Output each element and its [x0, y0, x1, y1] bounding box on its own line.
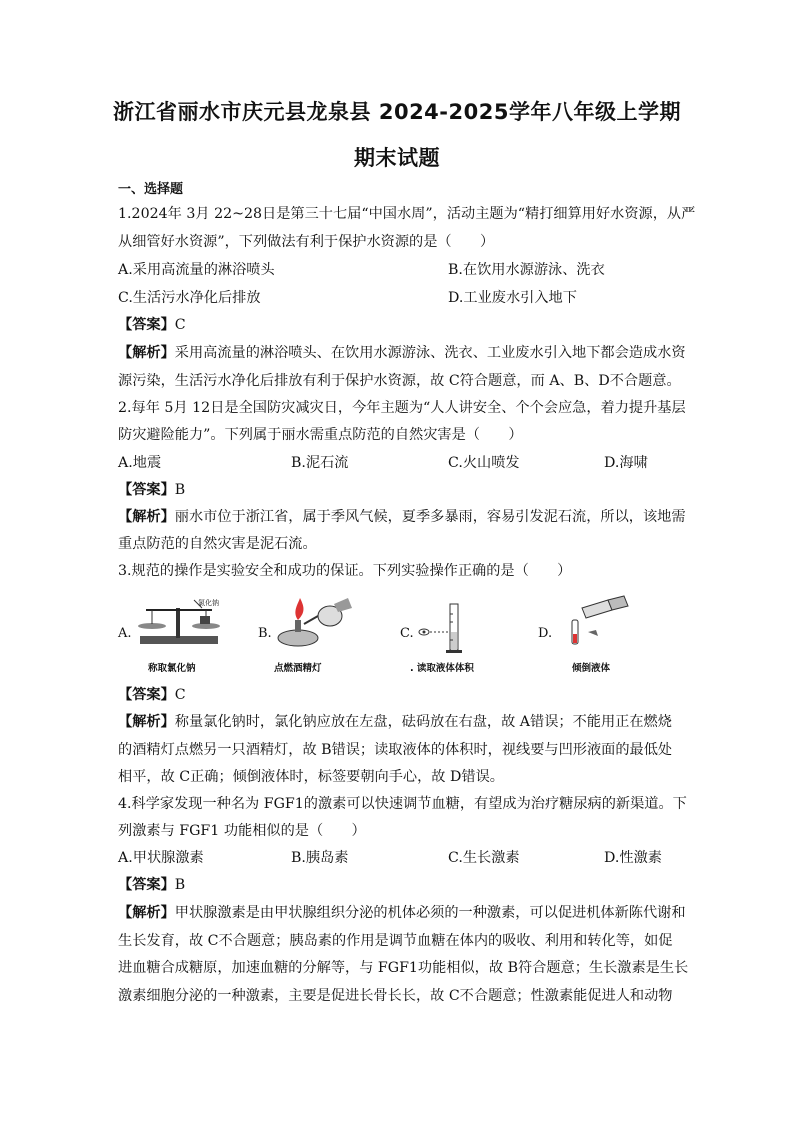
answer-value: B	[174, 482, 186, 498]
figure-a-caption: 称取氯化钠	[148, 663, 196, 674]
analysis-tag: 【解析】	[118, 345, 175, 361]
answer-value: C	[174, 687, 186, 703]
q4-answer	[118, 875, 688, 895]
q4-option-a: A.甲状腺激素	[118, 850, 204, 866]
q3-figures	[118, 594, 678, 676]
q4-stem-line2: 列激素与 FGF1 功能相似的是（ ）	[118, 823, 366, 839]
q4-analysis-line3: 进血糖合成糖原，加速血糖的分解等，与 FGF1功能相似，故 B符合题意；生长激素是生长	[118, 960, 689, 976]
analysis-text: 丽水市位于浙江省，属于季风气候，夏季多暴雨，容易引发泥石流，所以，该地需	[174, 509, 686, 525]
q2-option-d: D.海啸	[604, 455, 648, 471]
q4-analysis-line4: 激素细胞分泌的一种激素，主要是促进长骨长长，故 C不合题意；性激素能促进人和动物	[118, 988, 673, 1004]
q4-analysis-line1	[118, 903, 688, 923]
q2-answer	[118, 480, 688, 500]
q1-stem-line2: 从细管好水资源”，下列做法有利于保护水资源的是（ ）	[118, 234, 495, 250]
q4-analysis-line2: 生长发育，故 C不合题意；胰岛素的作用是调节血糖在体内的吸收、利用和转化等，如促	[118, 933, 673, 949]
q1-option-b: B.在饮用水源游泳、洗衣	[448, 262, 605, 278]
q1-option-d: D.工业废水引入地下	[448, 290, 577, 306]
q4-option-d: D.性激素	[604, 850, 662, 866]
answer-value: C	[174, 317, 186, 333]
answer-tag: 【答案】	[118, 317, 175, 333]
alcohol-lamp-illustration	[272, 594, 362, 654]
q2-stem-line2: 防灾避险能力”。下列属于丽水需重点防范的自然灾害是（ ）	[118, 427, 523, 443]
answer-tag: 【答案】	[118, 482, 175, 498]
q2-option-a: A.地震	[118, 455, 162, 471]
q4-option-b: B.胰岛素	[291, 850, 349, 866]
q2-analysis-line2: 重点防范的自然灾害是泥石流。	[118, 536, 317, 552]
q3-figure-d	[538, 594, 668, 676]
pouring-illustration	[552, 594, 642, 656]
figure-c-caption: . 读取液体体积	[410, 663, 474, 674]
figure-d-letter: D.	[538, 626, 553, 641]
q3-stem-line1: 3.规范的操作是实验安全和成功的保证。下列实验操作正确的是（ ）	[118, 563, 572, 579]
analysis-text: 采用高流量的淋浴喷头、在饮用水源游泳、洗衣、工业废水引入地下都会造成水资	[174, 345, 686, 361]
q1-analysis-line1	[118, 343, 688, 363]
figure-d-caption: 倾倒液体	[572, 663, 611, 674]
analysis-tag: 【解析】	[118, 714, 175, 730]
q2-analysis-line1	[118, 507, 688, 527]
answer-tag: 【答案】	[118, 687, 175, 703]
document-title: 浙江省丽水市庆元县龙泉县 2024-2025学年八年级上学期	[113, 100, 681, 124]
q3-analysis-line2: 的酒精灯点燃另一只酒精灯，故 B错误；读取液体的体积时，视线要与凹形液面的最低处	[118, 742, 673, 758]
q1-option-a: A.采用高流量的淋浴喷头	[118, 262, 275, 278]
q3-figure-c	[400, 594, 540, 676]
analysis-tag: 【解析】	[118, 905, 175, 921]
q3-figure-b	[258, 594, 388, 676]
q1-stem-line1: 1.2024年 3月 22~28日是第三十七届“中国水周”，活动主题为“精打细算用好水资源，从严	[118, 206, 696, 222]
q4-option-c: C.生长激素	[448, 850, 520, 866]
q2-option-b: B.泥石流	[291, 455, 349, 471]
figure-b-caption: 点燃酒精灯	[274, 663, 322, 674]
document-subtitle: 期末试题	[354, 146, 440, 170]
q3-answer	[118, 685, 688, 705]
analysis-tag: 【解析】	[118, 509, 175, 525]
q2-option-c: C.火山喷发	[448, 455, 520, 471]
q2-stem-line1: 2.每年 5月 12日是全国防灾减灾日，今年主题为“人人讲安全、个个会应急，着力提升基层	[118, 400, 686, 416]
q4-stem-line1: 4.科学家发现一种名为 FGF1的激素可以快速调节血糖，有望成为治疗糖尿病的新渠道。下	[118, 796, 687, 812]
figure-b-letter: B.	[258, 626, 272, 641]
q1-option-c: C.生活污水净化后排放	[118, 290, 261, 306]
figure-a-label: 氯化钠	[198, 599, 219, 607]
answer-tag: 【答案】	[118, 877, 175, 893]
figure-c-letter: C.	[400, 626, 414, 641]
analysis-text: 甲状腺激素是由甲状腺组织分泌的机体必须的一种激素，可以促进机体新陈代谢和	[174, 905, 686, 921]
q3-analysis-line1	[118, 712, 688, 732]
figure-a-letter: A.	[118, 626, 132, 641]
answer-value: B	[174, 877, 186, 893]
q1-answer	[118, 315, 688, 335]
q3-figure-a	[118, 594, 248, 676]
section-heading: 一、选择题	[118, 182, 184, 197]
analysis-text: 称量氯化钠时，氯化钠应放在左盘，砝码放在右盘，故 A错误；不能用正在燃烧	[174, 714, 672, 730]
cylinder-illustration	[414, 594, 494, 656]
q1-analysis-line2: 源污染，生活污水净化后排放有利于保护水资源，故 C符合题意，而 A、B、D不合题意。	[118, 373, 681, 389]
q3-analysis-line3: 相平，故 C正确；倾倒液体时，标签要朝向手心，故 D错误。	[118, 769, 504, 785]
